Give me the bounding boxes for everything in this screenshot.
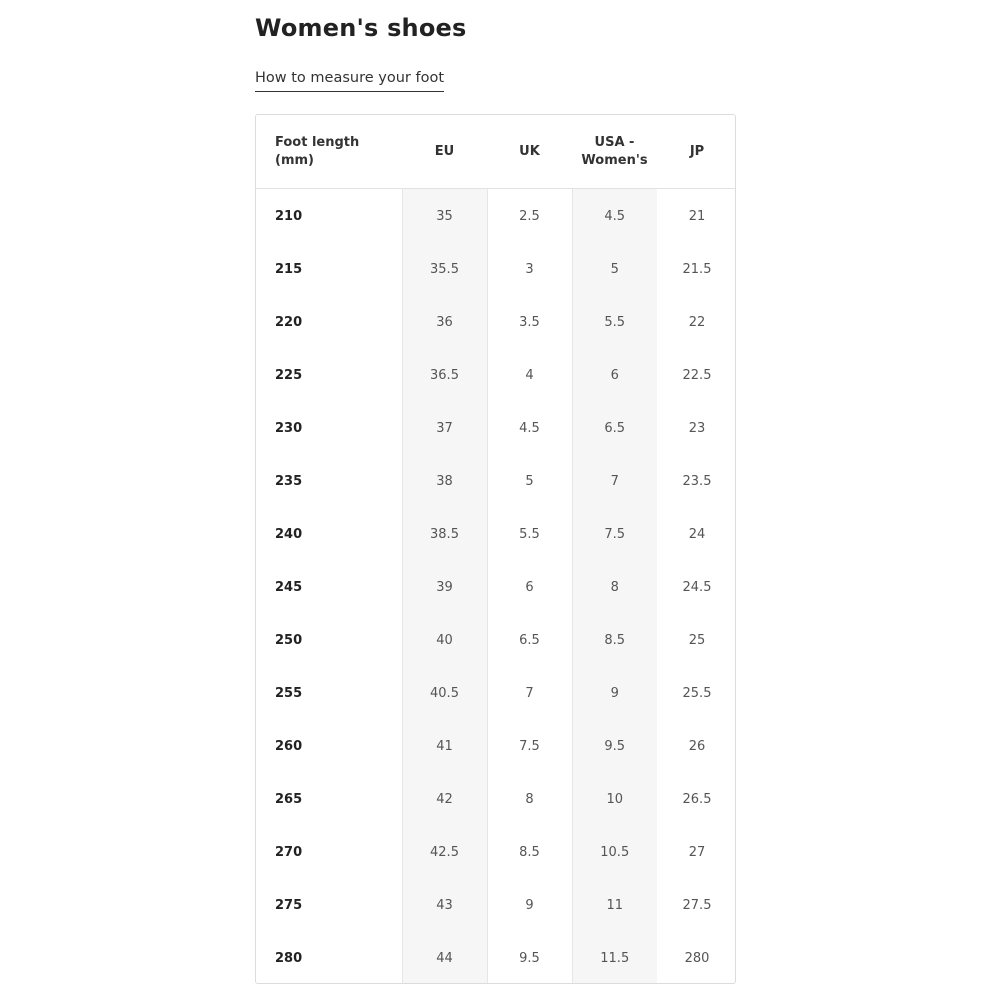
jp-cell: 25 — [688, 633, 706, 648]
usa-cell: 8 — [572, 561, 657, 614]
usa-cell: 10 — [572, 773, 657, 826]
eu-cell: 40 — [402, 614, 487, 667]
table-row — [256, 932, 736, 984]
foot-length-cell: 225 — [256, 349, 402, 402]
foot-length-cell: 220 — [256, 296, 402, 349]
foot-length-cell: 260 — [256, 720, 402, 773]
uk-cell: 9 — [487, 879, 572, 932]
table-row — [256, 296, 736, 349]
table-row — [256, 508, 736, 561]
usa-cell: 10.5 — [572, 826, 657, 879]
uk-cell: 8 — [487, 773, 572, 826]
uk-cell: 6.5 — [487, 614, 572, 667]
uk-cell: 7.5 — [487, 720, 572, 773]
usa-cell: 7 — [572, 455, 657, 508]
jp-cell: 26 — [688, 739, 706, 754]
table-row — [256, 402, 736, 455]
size-chart-table — [256, 115, 736, 984]
eu-cell: 38 — [402, 455, 487, 508]
header-foot-length-line1: Foot length — [275, 134, 360, 150]
eu-cell: 36 — [402, 296, 487, 349]
page-title: Women's shoes — [255, 14, 467, 42]
jp-cell: 25.5 — [682, 686, 712, 701]
foot-length-cell: 255 — [256, 667, 402, 720]
eu-cell: 40.5 — [402, 667, 487, 720]
header-uk: UK — [487, 115, 572, 189]
usa-cell: 9 — [572, 667, 657, 720]
header-usa-line2: Women's — [581, 152, 648, 168]
table-header-row — [256, 115, 736, 189]
uk-cell: 8.5 — [487, 826, 572, 879]
eu-cell: 35.5 — [402, 243, 487, 296]
uk-cell: 3.5 — [487, 296, 572, 349]
uk-cell: 4.5 — [487, 402, 572, 455]
usa-cell: 7.5 — [572, 508, 657, 561]
foot-length-cell: 245 — [256, 561, 402, 614]
usa-cell: 8.5 — [572, 614, 657, 667]
size-chart-card — [255, 114, 736, 984]
header-jp: JP — [657, 115, 736, 189]
uk-cell: 2.5 — [487, 189, 572, 244]
jp-cell: 27.5 — [682, 898, 712, 913]
uk-cell: 3 — [487, 243, 572, 296]
uk-cell: 9.5 — [487, 932, 572, 984]
usa-cell: 4.5 — [572, 189, 657, 244]
uk-cell: 4 — [487, 349, 572, 402]
eu-cell: 37 — [402, 402, 487, 455]
jp-cell: 27 — [688, 845, 706, 860]
foot-length-cell: 280 — [256, 932, 402, 984]
jp-cell: 24 — [688, 527, 706, 542]
eu-cell: 38.5 — [402, 508, 487, 561]
table-row — [256, 189, 736, 244]
foot-length-cell: 275 — [256, 879, 402, 932]
usa-cell: 6 — [572, 349, 657, 402]
foot-length-cell: 235 — [256, 455, 402, 508]
header-foot-length-line2: (mm) — [275, 152, 314, 168]
header-usa-line1: USA - — [594, 134, 635, 150]
eu-cell: 42.5 — [402, 826, 487, 879]
measure-foot-link[interactable]: How to measure your foot — [255, 68, 444, 92]
usa-cell: 9.5 — [572, 720, 657, 773]
uk-cell: 7 — [487, 667, 572, 720]
table-row — [256, 561, 736, 614]
jp-cell: 22 — [688, 315, 706, 330]
header-usa-womens — [572, 115, 657, 189]
eu-cell: 39 — [402, 561, 487, 614]
table-row — [256, 349, 736, 402]
uk-cell: 6 — [487, 561, 572, 614]
jp-cell: 24.5 — [682, 580, 712, 595]
jp-cell: 23 — [688, 421, 706, 436]
foot-length-cell: 210 — [256, 189, 402, 244]
usa-cell: 6.5 — [572, 402, 657, 455]
table-row — [256, 455, 736, 508]
eu-cell: 44 — [402, 932, 487, 984]
eu-cell: 41 — [402, 720, 487, 773]
table-row — [256, 614, 736, 667]
eu-cell: 43 — [402, 879, 487, 932]
size-chart-body — [256, 189, 736, 985]
jp-cell: 26.5 — [682, 792, 712, 807]
jp-cell: 23.5 — [682, 474, 712, 489]
eu-cell: 35 — [402, 189, 487, 244]
foot-length-cell: 265 — [256, 773, 402, 826]
table-row — [256, 879, 736, 932]
eu-cell: 42 — [402, 773, 487, 826]
usa-cell: 5 — [572, 243, 657, 296]
uk-cell: 5 — [487, 455, 572, 508]
usa-cell: 5.5 — [572, 296, 657, 349]
jp-cell: 21 — [688, 209, 706, 224]
jp-cell: 22.5 — [682, 368, 712, 383]
table-row — [256, 720, 736, 773]
table-row — [256, 243, 736, 296]
foot-length-cell: 215 — [256, 243, 402, 296]
foot-length-cell: 250 — [256, 614, 402, 667]
table-row — [256, 773, 736, 826]
foot-length-cell: 230 — [256, 402, 402, 455]
foot-length-cell: 240 — [256, 508, 402, 561]
eu-cell: 36.5 — [402, 349, 487, 402]
foot-length-cell: 270 — [256, 826, 402, 879]
usa-cell: 11.5 — [572, 932, 657, 984]
uk-cell: 5.5 — [487, 508, 572, 561]
table-row — [256, 826, 736, 879]
jp-cell: 280 — [684, 951, 710, 966]
jp-cell: 21.5 — [682, 262, 712, 277]
table-row — [256, 667, 736, 720]
usa-cell: 11 — [572, 879, 657, 932]
header-eu: EU — [402, 115, 487, 189]
header-foot-length — [256, 115, 402, 189]
